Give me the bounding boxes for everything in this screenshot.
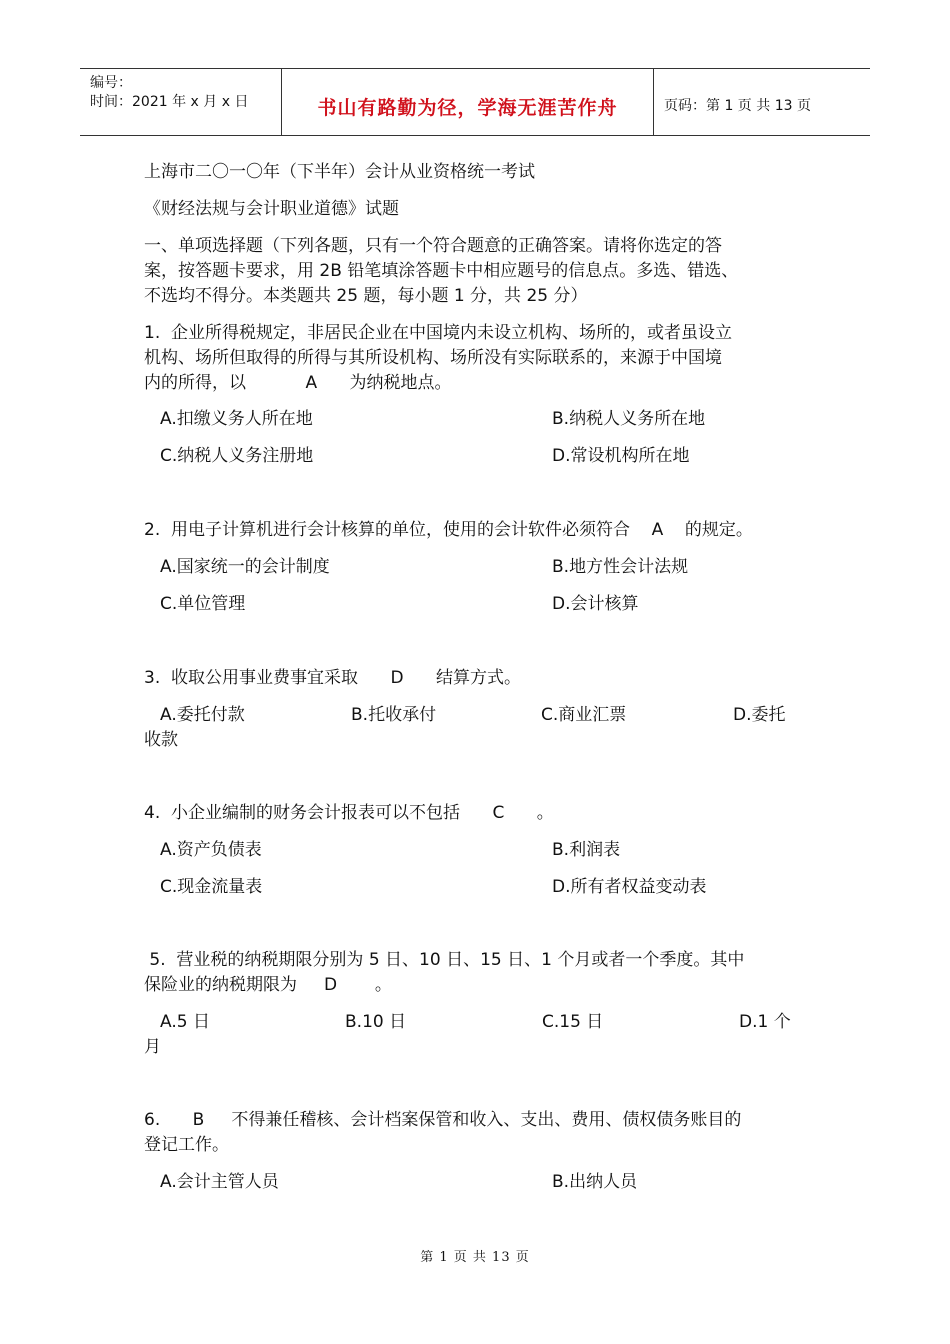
question-1-option-d: D.常设机构所在地 [552,446,690,466]
question-3-option-b: B.托收承付 [351,705,437,725]
section-intro-line3: 不选均不得分。本类题共 25 题，每小题 1 分，共 25 分） [144,286,588,306]
exam-title: 上海市二〇一〇年（下半年）会计从业资格统一考试 [144,162,535,182]
question-3-option-c: C.商业汇票 [541,705,627,725]
question-4-line1: 4. 小企业编制的财务会计报表可以不包括 C 。 [144,803,554,823]
question-5-line1: 5. 营业税的纳税期限分别为 5 日、10 日、15 日、1 个月或者一个季度。其中 [144,950,745,970]
question-4-option-d: D.所有者权益变动表 [552,877,707,897]
page-footer: 第 1 页 共 13 页 [420,1250,530,1265]
header-page-info: 页码：第 1 页 共 13 页 [664,98,811,114]
section-intro-line2: 案，按答题卡要求，用 2B 铅笔填涂答题卡中相应题号的信息点。多选、错选、 [144,261,739,281]
question-2-option-c: C.单位管理 [160,594,246,614]
question-1-option-b: B.纳税人义务所在地 [552,409,706,429]
question-6-line2: 登记工作。 [144,1135,229,1155]
header-page-cell [654,69,870,135]
exam-subtitle: 《财经法规与会计职业道德》试题 [144,199,399,219]
question-5-option-b: B.10 日 [345,1012,407,1032]
question-3-line1: 3. 收取公用事业费事宜采取 D 结算方式。 [144,668,521,688]
question-2-option-b: B.地方性会计法规 [552,557,689,577]
question-5-option-c: C.15 日 [542,1012,604,1032]
header-meta [80,69,282,135]
question-3-option-d-tail: 收款 [144,730,178,750]
page-header [80,68,870,136]
question-2-line1: 2. 用电子计算机进行会计核算的单位，使用的会计软件必须符合 A 的规定。 [144,520,753,540]
section-intro-line1: 一、单项选择题（下列各题，只有一个符合题意的正确答案。请将你选定的答 [144,236,722,256]
question-5-option-d: D.1 个 [739,1012,791,1032]
question-1-line2: 机构、场所但取得的所得与其所设机构、场所没有实际联系的，来源于中国境 [144,348,722,368]
header-motto-cell [282,69,654,135]
doc-date: 时间：2021 年 x 月 x 日 [90,94,249,110]
question-6-option-a: A.会计主管人员 [160,1172,279,1192]
question-1-line1: 1. 企业所得税规定，非居民企业在中国境内未设立机构、场所的，或者虽设立 [144,323,733,343]
question-3-option-d: D.委托 [733,705,786,725]
question-2-option-d: D.会计核算 [552,594,639,614]
question-5-option-d-tail: 月 [144,1037,161,1057]
question-5-line2: 保险业的纳税期限为 D 。 [144,975,392,995]
question-1-line3: 内的所得，以 A 为纳税地点。 [144,373,452,393]
question-4-option-b: B.利润表 [552,840,621,860]
doc-number-label: 编号： [90,75,132,91]
question-1-option-a: A.扣缴义务人所在地 [160,409,313,429]
question-2-option-a: A.国家统一的会计制度 [160,557,330,577]
question-4-option-c: C.现金流量表 [160,877,263,897]
question-4-option-a: A.资产负债表 [160,840,262,860]
header-motto: 书山有路勤为径，学海无涯苦作舟 [317,97,618,119]
question-5-option-a: A.5 日 [160,1012,210,1032]
question-3-option-a: A.委托付款 [160,705,245,725]
question-1-option-c: C.纳税人义务注册地 [160,446,314,466]
question-6-line1: 6. B 不得兼任稽核、会计档案保管和收入、支出、费用、债权债务账目的 [144,1110,742,1130]
question-6-option-b: B.出纳人员 [552,1172,638,1192]
